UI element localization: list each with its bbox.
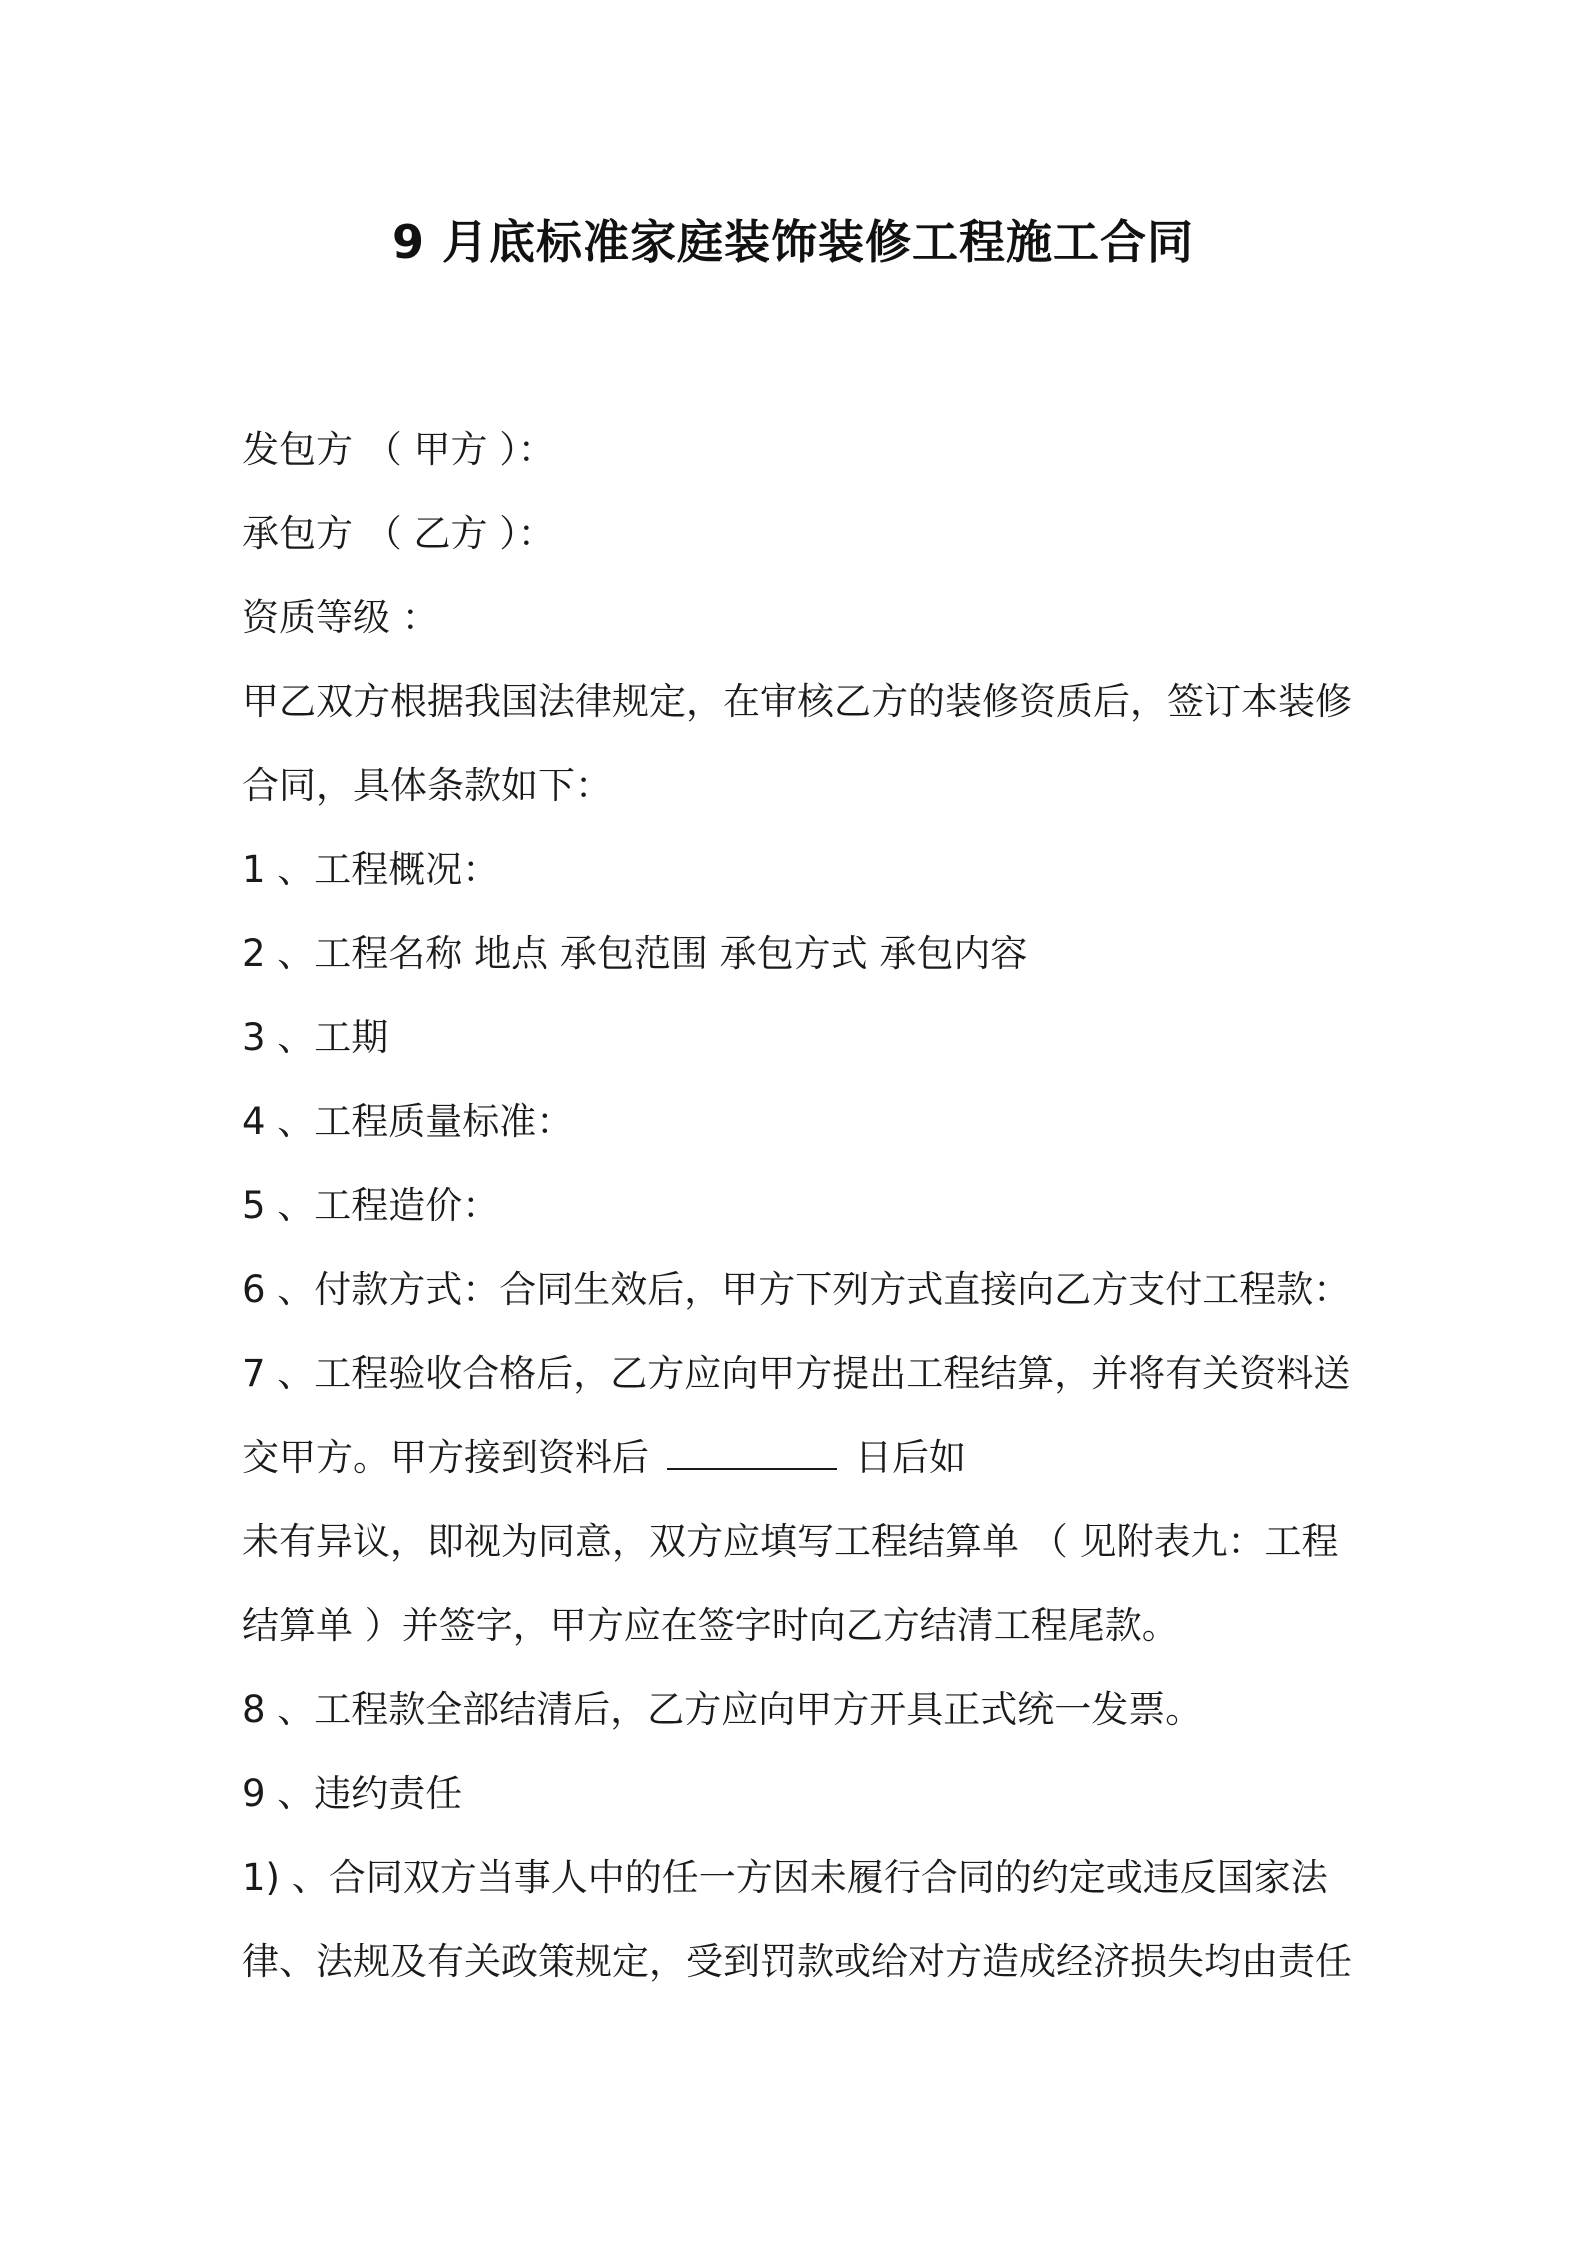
party-b-line: 承包方 （ 乙方 ）： [242, 512, 555, 555]
qualification-line: 资质等级 ： [242, 596, 439, 639]
clause-1: 1 、工程概况： [242, 848, 500, 891]
clause-9-1-line-2: 律、法规及有关政策规定，受到罚款或给对方造成经济损失均由责任 [242, 1940, 1352, 1983]
days-blank-field [667, 1438, 837, 1470]
clause-2: 2 、工程名称 地点 承包范围 承包方式 承包内容 [242, 932, 1028, 975]
clause-7-line-4: 结算单 ）并签字，甲方应在签字时向乙方结清工程尾款。 [242, 1604, 1179, 1647]
party-a-line: 发包方 （ 甲方 ）： [242, 428, 555, 471]
clause-8: 8 、工程款全部结清后，乙方应向甲方开具正式统一发票。 [242, 1688, 1203, 1731]
clause-7-line-3: 未有异议，即视为同意，双方应填写工程结算单 （ 见附表九：工程 [242, 1520, 1339, 1563]
intro-line-2: 合同，具体条款如下： [242, 764, 612, 807]
clause-7-text-before-blank: 交甲方。甲方接到资料后 [242, 1436, 649, 1479]
clause-7-line-1: 7 、工程验收合格后，乙方应向甲方提出工程结算，并将有关资料送 [242, 1352, 1351, 1395]
clause-4: 4 、工程质量标准： [242, 1100, 574, 1143]
clause-7-line-2 [242, 1416, 1362, 1500]
clause-9-1-line-1: 1) 、合同双方当事人中的任一方因未履行合同的约定或违反国家法 [242, 1856, 1328, 1899]
clause-3: 3 、工期 [242, 1016, 389, 1059]
clause-5: 5 、工程造价： [242, 1184, 500, 1227]
clause-6: 6 、付款方式：合同生效后，甲方下列方式直接向乙方支付工程款： [242, 1268, 1351, 1311]
document-body [242, 408, 1362, 2004]
clause-7-text-after-blank: 日后如 [855, 1436, 966, 1479]
intro-line-1: 甲乙双方根据我国法律规定，在审核乙方的装修资质后，签订本装修 [242, 680, 1352, 723]
clause-9: 9 、违约责任 [242, 1772, 463, 1815]
document-title: 9 月底标准家庭装饰装修工程施工合同 [391, 215, 1195, 269]
